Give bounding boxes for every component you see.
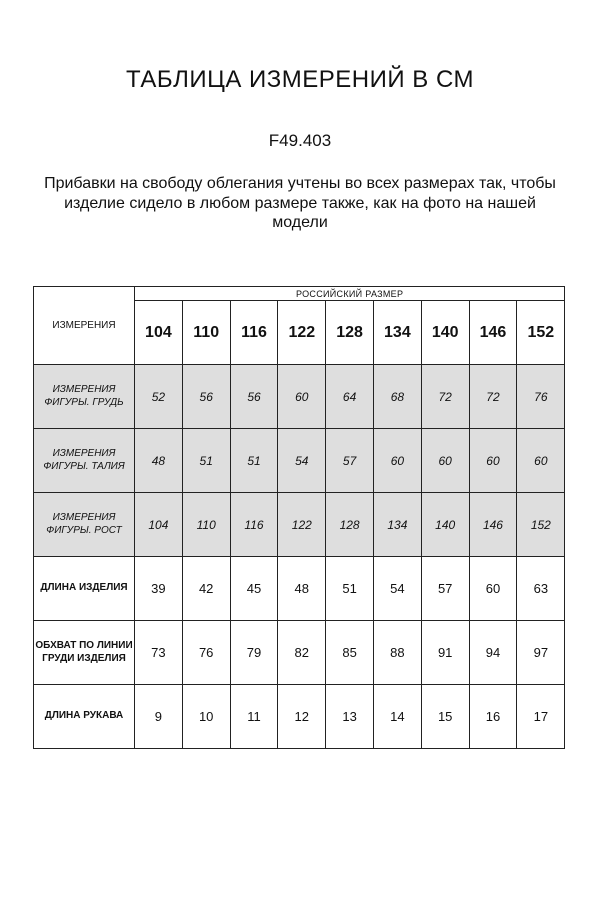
table-cell: 9 xyxy=(135,685,183,749)
table-cell: 72 xyxy=(469,365,517,429)
table-cell: 48 xyxy=(135,429,183,493)
table-row xyxy=(34,557,565,621)
table-cell: 82 xyxy=(278,621,326,685)
table-cell: 13 xyxy=(326,685,374,749)
table-cell: 116 xyxy=(230,493,278,557)
table-cell: 57 xyxy=(326,429,374,493)
table-cell: 60 xyxy=(373,429,421,493)
table-cell: 39 xyxy=(135,557,183,621)
table-cell: 134 xyxy=(373,493,421,557)
table-cell: 88 xyxy=(373,621,421,685)
table-cell: 63 xyxy=(517,557,565,621)
table-cell: 42 xyxy=(182,557,230,621)
row-label: ОБХВАТ ПО ЛИНИИ ГРУДИ ИЗДЕЛИЯ xyxy=(34,621,135,685)
table-cell: 17 xyxy=(517,685,565,749)
table-cell: 60 xyxy=(469,557,517,621)
size-header: 134 xyxy=(373,301,421,365)
table-row xyxy=(34,493,565,557)
size-header: 104 xyxy=(135,301,183,365)
table-row xyxy=(34,685,565,749)
fit-note: Прибавки на свободу облегания учтены во всех размерах так, чтобы изделие сидело в любом размере также, как на фото на нашей модели xyxy=(44,175,556,231)
table-cell: 15 xyxy=(421,685,469,749)
table-cell: 122 xyxy=(278,493,326,557)
page-title: ТАБЛИЦА ИЗМЕРЕНИЙ В СМ xyxy=(125,66,475,93)
table-cell: 110 xyxy=(182,493,230,557)
table-cell: 72 xyxy=(421,365,469,429)
size-header: 116 xyxy=(230,301,278,365)
row-label: ДЛИНА ИЗДЕЛИЯ xyxy=(34,557,135,621)
table-cell: 76 xyxy=(517,365,565,429)
table-cell: 60 xyxy=(278,365,326,429)
table-cell: 97 xyxy=(517,621,565,685)
size-header: 152 xyxy=(517,301,565,365)
table-cell: 94 xyxy=(469,621,517,685)
table-cell: 104 xyxy=(135,493,183,557)
table-cell: 146 xyxy=(469,493,517,557)
table-cell: 51 xyxy=(326,557,374,621)
table-cell: 68 xyxy=(373,365,421,429)
size-header: 110 xyxy=(182,301,230,365)
table-cell: 91 xyxy=(421,621,469,685)
table-cell: 128 xyxy=(326,493,374,557)
table-cell: 16 xyxy=(469,685,517,749)
table-cell: 12 xyxy=(278,685,326,749)
row-label: ИЗМЕРЕНИЯ ФИГУРЫ. ТАЛИЯ xyxy=(34,429,135,493)
table-row xyxy=(34,621,565,685)
table-cell: 60 xyxy=(517,429,565,493)
table-cell: 85 xyxy=(326,621,374,685)
table-cell: 152 xyxy=(517,493,565,557)
table-cell: 56 xyxy=(182,365,230,429)
size-header: 140 xyxy=(421,301,469,365)
table-cell: 64 xyxy=(326,365,374,429)
measure-header: ИЗМЕРЕНИЯ xyxy=(34,287,135,365)
table-cell: 56 xyxy=(230,365,278,429)
table-cell: 10 xyxy=(182,685,230,749)
row-label: ИЗМЕРЕНИЯ ФИГУРЫ. ГРУДЬ xyxy=(34,365,135,429)
table-cell: 54 xyxy=(373,557,421,621)
size-group-header: РОССИЙСКИЙ РАЗМЕР xyxy=(135,287,565,301)
product-code: F49.403 xyxy=(268,131,332,150)
table-cell: 52 xyxy=(135,365,183,429)
size-table xyxy=(33,286,565,749)
table-cell: 54 xyxy=(278,429,326,493)
size-header: 146 xyxy=(469,301,517,365)
table-cell: 48 xyxy=(278,557,326,621)
table-row xyxy=(34,365,565,429)
table-cell: 60 xyxy=(421,429,469,493)
table-cell: 57 xyxy=(421,557,469,621)
table-cell: 140 xyxy=(421,493,469,557)
row-label: ДЛИНА РУКАВА xyxy=(34,685,135,749)
size-header: 128 xyxy=(326,301,374,365)
size-header: 122 xyxy=(278,301,326,365)
row-label: ИЗМЕРЕНИЯ ФИГУРЫ. РОСТ xyxy=(34,493,135,557)
table-cell: 45 xyxy=(230,557,278,621)
table-cell: 51 xyxy=(230,429,278,493)
table-cell: 14 xyxy=(373,685,421,749)
table-cell: 60 xyxy=(469,429,517,493)
table-cell: 51 xyxy=(182,429,230,493)
table-cell: 79 xyxy=(230,621,278,685)
table-cell: 73 xyxy=(135,621,183,685)
table-cell: 11 xyxy=(230,685,278,749)
table-cell: 76 xyxy=(182,621,230,685)
table-row xyxy=(34,429,565,493)
